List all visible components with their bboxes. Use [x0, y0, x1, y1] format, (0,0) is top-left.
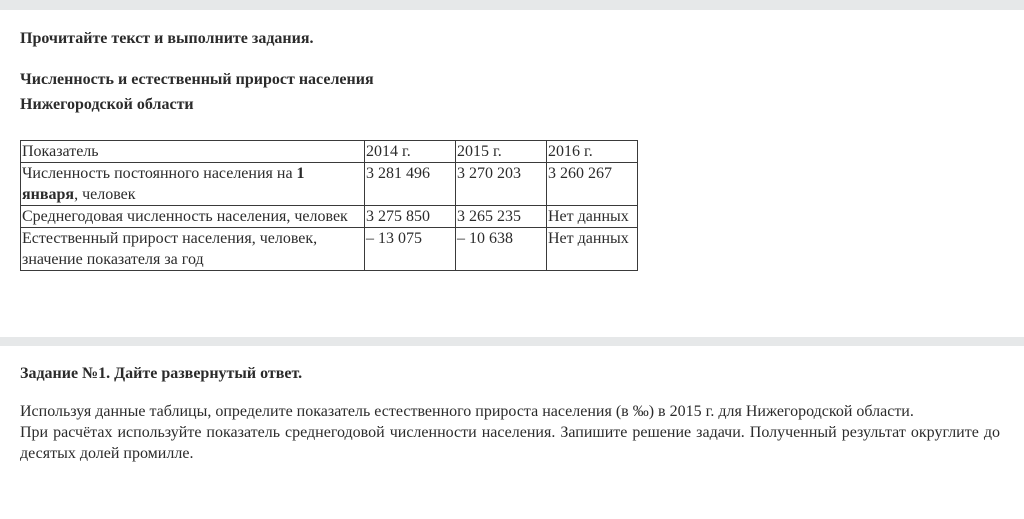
table-title-line-1: Численность и естественный прирост населения: [20, 71, 374, 88]
table-title: [20, 67, 374, 117]
task-paragraph-2: При расчётах используйте показатель среднегодовой численности населения. Запишите решение задачи. Полученный результат округлите до десятых долей промилле.: [20, 424, 1000, 462]
row-label-average: Среднегодовая численность населения, человек: [21, 206, 365, 228]
row-label-bold: 1 января: [22, 165, 305, 203]
table-cell: – 10 638: [456, 228, 547, 271]
header-indicator: Показатель: [21, 141, 365, 163]
table-title-line-2: Нижегородской области: [20, 96, 194, 113]
task-body: [20, 401, 1000, 464]
row-label-population: [21, 163, 365, 206]
header-2014: 2014 г.: [365, 141, 456, 163]
table-cell: 3 260 267: [547, 163, 638, 206]
table-cell: 3 281 496: [365, 163, 456, 206]
table-header-row: [21, 141, 638, 163]
table-cell: Нет данных: [547, 206, 638, 228]
table-row: [21, 163, 638, 206]
top-band: [0, 0, 1024, 10]
task-paragraph-1: Используя данные таблицы, определите показатель естественного прироста населения (в ‰) в 2015 г. для Нижегородской области.: [20, 403, 914, 420]
table-cell: 3 270 203: [456, 163, 547, 206]
table-cell: Нет данных: [547, 228, 638, 271]
table-cell: 3 275 850: [365, 206, 456, 228]
table-cell: 3 265 235: [456, 206, 547, 228]
table-cell: – 13 075: [365, 228, 456, 271]
header-2016: 2016 г.: [547, 141, 638, 163]
population-table: [20, 140, 638, 271]
row-label-natural-growth: Естественный прирост населения, человек, значение показателя за год: [21, 228, 365, 271]
section-divider: [0, 337, 1024, 346]
table-row: [21, 206, 638, 228]
task-title: Задание №1. Дайте развернутый ответ.: [20, 365, 303, 382]
intro-text: Прочитайте текст и выполните задания.: [20, 30, 314, 47]
text-section: [0, 10, 1024, 337]
table-row: [21, 228, 638, 271]
header-2015: 2015 г.: [456, 141, 547, 163]
row-label-part: Численность постоянного населения на: [22, 165, 297, 182]
row-label-part: , человек: [74, 186, 136, 203]
task-section: [0, 346, 1024, 519]
